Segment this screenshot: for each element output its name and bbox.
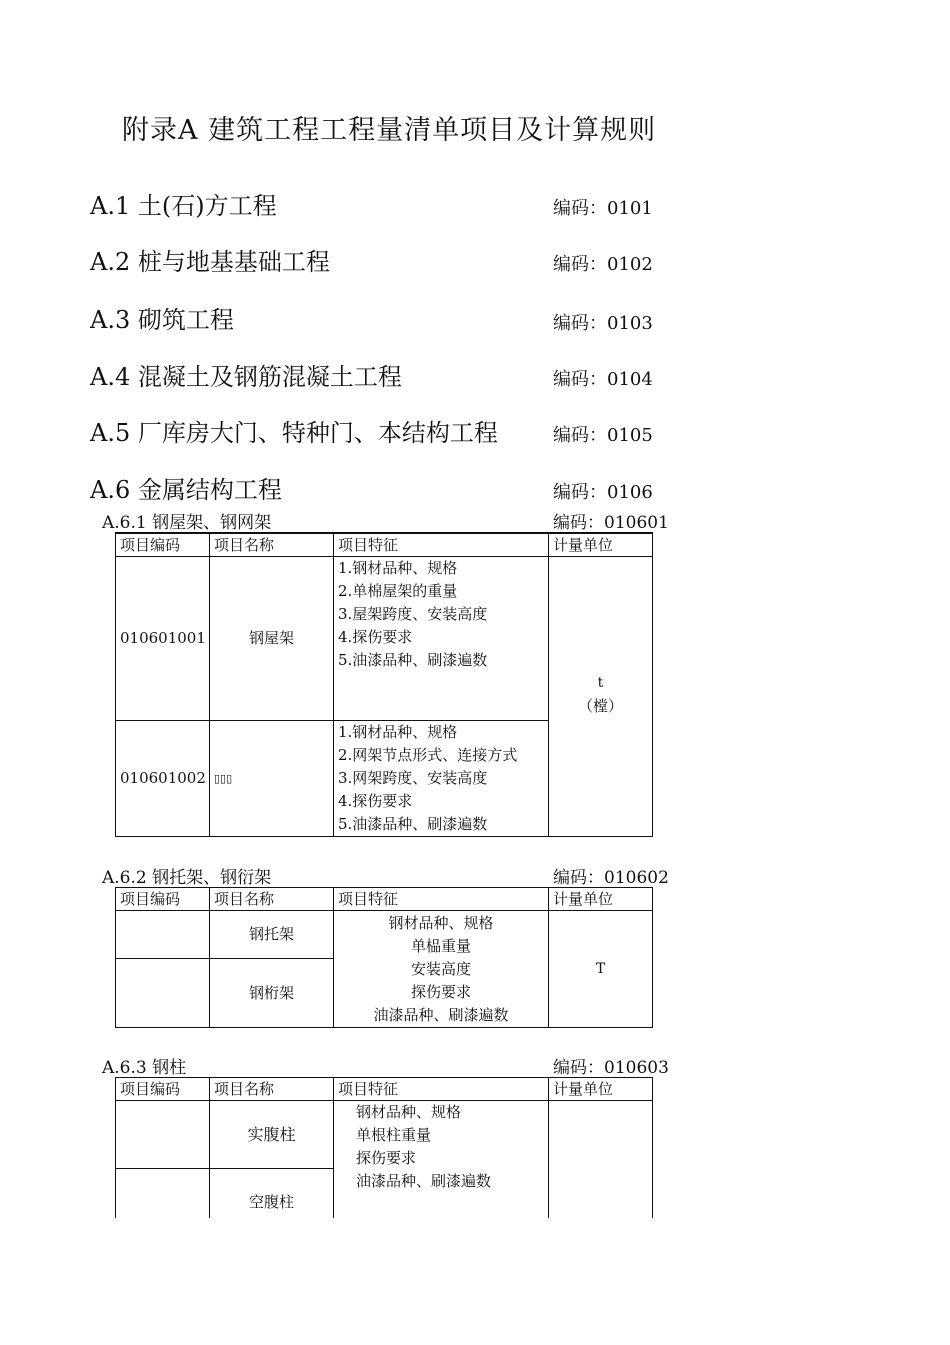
header-code: 项目编码 — [116, 1078, 210, 1101]
item-name: 钢桁架 — [210, 959, 334, 1028]
feature-line: 2.单棉屋架的重量 — [338, 582, 458, 600]
item-code — [116, 1101, 210, 1169]
subsection-a63-code: 编码：010603 — [553, 1058, 669, 1078]
item-code — [116, 959, 210, 1028]
subsection-a61-code: 编码：010601 — [553, 513, 669, 533]
unit-cell — [549, 557, 653, 837]
section-a5-code: 编码：0105 — [553, 425, 653, 446]
subsection-a62-label: A.6.2 钢托架、钢衍架 — [102, 868, 272, 888]
item-name: 钢屋架 — [210, 557, 334, 721]
table-row — [116, 1101, 653, 1169]
feature-line: 5.油漆品种、刷漆遍数 — [338, 815, 488, 833]
feature-line: 油漆品种、刷漆遍数 — [373, 1005, 509, 1024]
item-features — [334, 911, 549, 1028]
feature-line: 探伤要求 — [356, 1149, 417, 1167]
section-a4-code: 编码：0104 — [553, 369, 653, 390]
header-features: 项目特征 — [334, 888, 549, 911]
header-unit: 计量单位 — [549, 533, 653, 557]
unit-cell: T — [549, 911, 653, 1028]
item-code: 010601001 — [116, 557, 210, 721]
subsection-a62-code: 编码：010602 — [553, 868, 669, 888]
section-a4-label: A.4 混凝土及钢筋混凝土工程 — [90, 363, 402, 391]
header-features: 项目特征 — [334, 533, 549, 557]
feature-line: 5.油漆品种、刷漆遍数 — [338, 651, 488, 669]
feature-line: 单榀重量 — [410, 936, 471, 955]
header-features: 项目特征 — [334, 1078, 549, 1101]
feature-line: 钢材品种、规格 — [356, 1103, 462, 1121]
feature-line: 1.钢材品种、规格 — [338, 559, 458, 577]
feature-line: 钢材品种、规格 — [388, 913, 494, 932]
feature-line: 单根柱重量 — [356, 1126, 432, 1144]
section-a2-label: A.2 桩与地基基础工程 — [90, 248, 330, 276]
unit-line-2: （樘） — [577, 696, 623, 715]
feature-line: 安装高度 — [410, 959, 471, 978]
item-name: 实腹柱 — [210, 1101, 334, 1169]
section-a1-label: A.1 土(石)方工程 — [90, 192, 277, 220]
item-name: ▯▯▯ — [210, 721, 334, 837]
header-code: 项目编码 — [116, 888, 210, 911]
section-a3-code: 编码：0103 — [553, 313, 653, 334]
page-title: 附录A 建筑工程工程量清单项目及计算规则 — [122, 115, 657, 146]
feature-line: 3.网架跨度、安装高度 — [338, 769, 488, 787]
feature-line: 2.网架节点形式、连接方式 — [338, 746, 518, 764]
header-code: 项目编码 — [116, 533, 210, 557]
item-code — [116, 1169, 210, 1219]
table-a63-clip — [115, 1077, 653, 1218]
header-name: 项目名称 — [210, 1078, 334, 1101]
section-a2-code: 编码：0102 — [553, 254, 653, 275]
item-name: 钢托架 — [210, 911, 334, 959]
feature-line: 1.钢材品种、规格 — [338, 723, 458, 741]
item-features — [334, 721, 549, 837]
unit-line-1: t — [597, 674, 604, 691]
section-a1-code: 编码：0101 — [553, 198, 653, 219]
subsection-a63-label: A.6.3 钢柱 — [102, 1058, 187, 1078]
header-name: 项目名称 — [210, 888, 334, 911]
item-features — [334, 557, 549, 721]
feature-line: 4.探伤要求 — [338, 792, 413, 810]
header-name: 项目名称 — [210, 533, 334, 557]
section-a5-label: A.5 厂库房大门、特种门、本结构工程 — [90, 419, 498, 447]
header-unit: 计量单位 — [549, 1078, 653, 1101]
table-row — [116, 557, 653, 721]
table-a61 — [115, 532, 653, 837]
table-row — [116, 911, 653, 959]
table-a62 — [115, 887, 653, 1028]
section-a6-label: A.6 金属结构工程 — [90, 476, 282, 504]
table-a63 — [115, 1077, 653, 1218]
feature-line: 探伤要求 — [410, 982, 471, 1001]
section-a6-code: 编码：0106 — [553, 482, 653, 503]
item-features — [334, 1101, 549, 1219]
subsection-a61-label: A.6.1 钢屋架、钢网架 — [102, 513, 272, 533]
item-code — [116, 911, 210, 959]
item-name: 空腹柱 — [210, 1169, 334, 1219]
header-unit: 计量单位 — [549, 888, 653, 911]
feature-line: 4.探伤要求 — [338, 628, 413, 646]
feature-line: 3.屋架跨度、安装高度 — [338, 605, 488, 623]
item-code: 010601002 — [116, 721, 210, 837]
feature-line: 油漆品种、刷漆遍数 — [356, 1172, 492, 1190]
unit-cell — [549, 1101, 653, 1219]
section-a3-label: A.3 砌筑工程 — [90, 306, 234, 334]
